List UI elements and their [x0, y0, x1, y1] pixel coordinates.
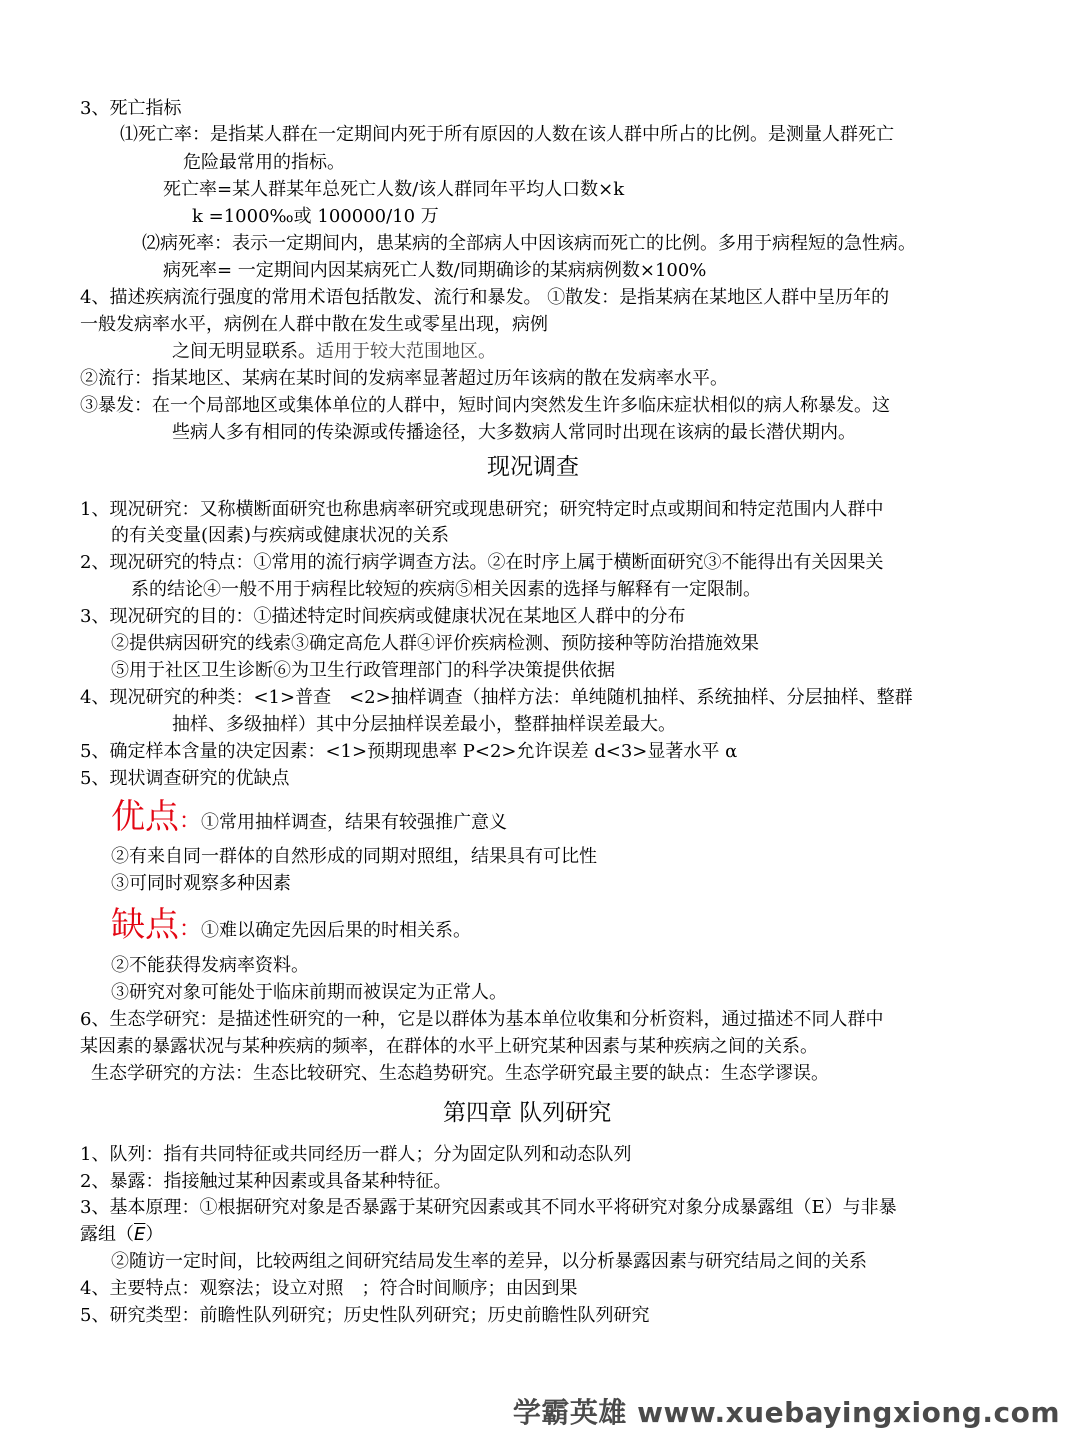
cons-label: 缺点 [111, 905, 179, 945]
cross-item4-line2: 抽样、多级抽样）其中分层抽样误差最小，整群抽样误差最大。 [172, 714, 676, 735]
ecology-line2: 某因素的暴露状况与某种疾病的频率，在群体的水平上研究某种因素与某种疾病之间的关系。 [80, 1036, 818, 1057]
cross-item4-line1: 4、现况研究的种类：<1>普查 <2>抽样调查（抽样方法：单纯随机抽样、系统抽样、分层抽样、整群 [80, 687, 913, 708]
mortality-definition-line2: 危险最常用的指标。 [183, 152, 345, 173]
heading-cross-sectional: 现况调查 [487, 454, 579, 480]
heading-cohort: 第四章 队列研究 [443, 1100, 612, 1126]
pros-item1: ①常用抽样调查，结果有较强推广意义 [201, 812, 508, 833]
cohort-item3-line2-text: 露组（ [80, 1224, 134, 1245]
cohort-item2: 2、暴露：指接触过某种因素或具备某种特征。 [80, 1171, 452, 1192]
cross-item5-pros-cons-title: 5、现状调查研究的优缺点 [80, 768, 290, 789]
pros-item3: ③可同时观察多种因素 [111, 873, 291, 894]
cohort-item3-line3: ②随访一定时间，比较两组之间研究结局发生率的差异，以分析暴露因素与研究结局之间的关系 [111, 1251, 867, 1272]
cross-item3-line2: ②提供病因研究的线索③确定高危人群④评价疾病检测、预防接种等防治措施效果 [111, 633, 759, 654]
cohort-item3-line2 [80, 1221, 163, 1248]
cohort-item3-line2-close: ） [145, 1224, 164, 1245]
cohort-item1: 1、队列：指有共同特征或共同经历一群人；分为固定队列和动态队列 [80, 1144, 632, 1165]
cohort-item5: 5、研究类型：前瞻性队列研究；历史性队列研究；历史前瞻性队列研究 [80, 1305, 650, 1326]
pros-line1 [111, 797, 508, 837]
site-watermark: 学霸英雄 www.xuebayingxiong.com [512, 1396, 1060, 1429]
cross-item2-line2: 系的结论④一般不用于病程比较短的疾病⑤相关因素的选择与解释有一定限制。 [131, 579, 761, 600]
cross-item2-line1: 2、现况研究的特点：①常用的流行病学调查方法。②在时序上属于横断面研究③不能得出有关因果关 [80, 552, 884, 573]
k-values: k =1000‰或 100000/10 万 [192, 206, 439, 227]
outbreak-definition-line1: ③暴发：在一个局部地区或集体单位的人群中，短时间内突然发生许多临床症状相似的病人称暴发。这 [80, 395, 890, 416]
mortality-title: 3、死亡指标 [80, 98, 182, 119]
pros-label: 优点 [111, 797, 179, 837]
pros-item2: ②有来自同一群体的自然形成的同期对照组，结果具有可比性 [111, 846, 597, 867]
epidemic-definition: ②流行：指某地区、某病在某时间的发病率显著超过历年该病的散在发病率水平。 [80, 368, 728, 389]
cohort-item4: 4、主要特点：观察法；设立对照 ；符合时间顺序；由因到果 [80, 1278, 578, 1299]
cross-item1-line2: 的有关变量(因素)与疾病或健康状况的关系 [111, 525, 450, 546]
cons-item1: ①难以确定先因后果的时相关系。 [201, 920, 472, 941]
cross-item3-line1: 3、现况研究的目的：①描述特定时间疾病或健康状况在某地区人群中的分布 [80, 606, 686, 627]
pros-colon: ： [179, 809, 202, 834]
ecology-line1: 6、生态学研究：是描述性研究的一种，它是以群体为基本单位收集和分析资料，通过描述不同人群中 [80, 1009, 884, 1030]
mortality-formula: 死亡率=某人群某年总死亡人数/该人群同年平均人口数×k [163, 179, 625, 200]
cross-item5-sample-size: 5、确定样本含量的决定因素：<1>预期现患率 P<2>允许误差 d<3>显著水平 α [80, 741, 738, 762]
cons-line1 [111, 905, 472, 945]
fatality-definition: ⑵病死率：表示一定期间内，患某病的全部病人中因该病而死亡的比例。多用于病程短的急性病。 [142, 233, 916, 254]
cons-item3: ③研究对象可能处于临床前期而被误定为正常人。 [111, 982, 507, 1003]
cons-item2: ②不能获得发病率资料。 [111, 955, 309, 976]
epidemic-terms-line3-text: 之间无明显联系。 [172, 341, 316, 362]
ecology-line3: 生态学研究的方法：生态比较研究、生态趋势研究。生态学研究最主要的缺点：生态学谬误。 [91, 1063, 829, 1084]
epidemic-terms-line3-note: 适用于较大范围地区。 [316, 341, 496, 362]
non-exposed-symbol: $\overline{E}$ [134, 1224, 146, 1245]
cross-item3-line3: ⑤用于社区卫生诊断⑥为卫生行政管理部门的科学决策提供依据 [111, 660, 615, 681]
epidemic-terms-line2: 一般发病率水平，病例在人群中散在发生或零星出现，病例 [80, 314, 548, 335]
fatality-formula: 病死率= 一定期间内因某病死亡人数/同期确诊的某病病例数×100% [163, 260, 707, 281]
outbreak-definition-line2: 些病人多有相同的传染源或传播途径，大多数病人常同时出现在该病的最长潜伏期内。 [172, 422, 856, 443]
epidemic-terms-line1: 4、描述疾病流行强度的常用术语包括散发、流行和暴发。 ①散发：是指某病在某地区人群中呈历年的 [80, 287, 890, 308]
mortality-definition-line1: ⑴死亡率：是指某人群在一定期间内死于所有原因的人数在该人群中所占的比例。是测量人群死亡 [120, 124, 894, 145]
cons-colon: ： [179, 917, 202, 942]
cohort-item3-line1: 3、基本原理：①根据研究对象是否暴露于某研究因素或其不同水平将研究对象分成暴露组（E）与非暴 [80, 1197, 897, 1218]
cross-item1-line1: 1、现况研究：又称横断面研究也称患病率研究或现患研究；研究特定时点或期间和特定范围内人群中 [80, 499, 884, 520]
epidemic-terms-line3 [172, 338, 496, 365]
